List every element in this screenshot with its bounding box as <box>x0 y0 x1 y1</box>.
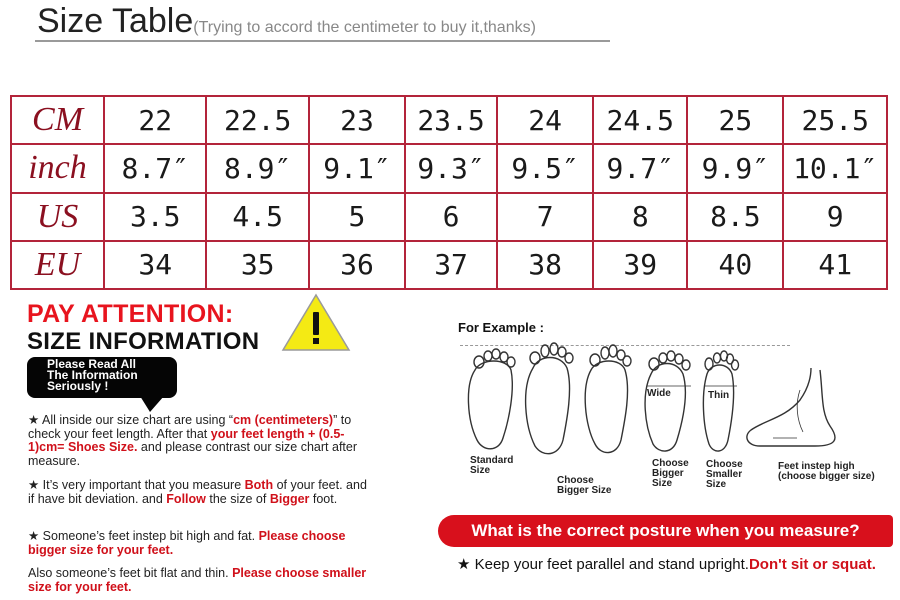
size-cell: 22 <box>104 96 206 144</box>
instep-high-label: Feet instep high (choose bigger size) <box>778 461 875 482</box>
size-row-us <box>11 193 887 241</box>
thin-label: Thin <box>708 390 730 401</box>
instep-side-foot-icon <box>747 368 835 446</box>
highlight-text: Bigger <box>269 491 310 506</box>
choose-smaller-size-label: Choose Smaller Size <box>706 459 743 490</box>
highlight-text: Both <box>244 478 274 492</box>
info-paragraph-both-feet <box>28 479 373 506</box>
choose-bigger-size-label: Choose Bigger Size <box>557 475 612 496</box>
example-title: For Example : <box>458 320 544 335</box>
size-cell: 23 <box>309 96 405 144</box>
size-cell: 9.5″ <box>497 144 593 192</box>
choose-bigger-size-wide-label: Choose Bigger Size <box>652 458 689 489</box>
size-cell: 6 <box>405 193 497 241</box>
highlight-text: Please choose bigger size for your feet. <box>28 529 346 557</box>
warning-triangle-icon <box>280 292 352 354</box>
body-text: the size of <box>205 491 270 506</box>
body-text: ” to check your feet length. After that <box>28 413 352 441</box>
pay-attention-heading: PAY ATTENTION: <box>27 300 234 328</box>
page-subtitle: (Trying to accord the centimeter to buy it,thanks) <box>193 19 536 36</box>
size-cell: 40 <box>687 241 783 289</box>
long-foot-icon <box>526 343 573 454</box>
posture-instruction <box>457 557 897 572</box>
size-cell: 8.9″ <box>206 144 308 192</box>
size-row-eu <box>11 241 887 289</box>
highlight-text: your feet length + (0.5-1)cm= Shoes Size. <box>28 426 345 454</box>
body-text: and please contrast our size chart after measure. <box>28 440 357 468</box>
bubble-line: Seriously ! <box>47 379 109 393</box>
size-cell: 8.7″ <box>104 144 206 192</box>
standard-size-label: Standard Size <box>470 455 514 476</box>
size-row-inch <box>11 144 887 192</box>
read-all-speech-bubble <box>27 357 177 398</box>
highlight-text: Please choose smaller size for your feet. <box>28 566 367 594</box>
size-cell: 9.1″ <box>309 144 405 192</box>
size-cell: 37 <box>405 241 497 289</box>
speech-bubble-tail <box>140 396 164 412</box>
size-cell: 8 <box>593 193 687 241</box>
info-paragraph-flat-thin <box>28 567 373 594</box>
body-text: of your feet. and if have bit deviation. and <box>28 478 367 506</box>
size-cell: 5 <box>309 193 405 241</box>
size-cell: 36 <box>309 241 405 289</box>
size-cell: 24.5 <box>593 96 687 144</box>
posture-dont-text: Don't sit or squat. <box>748 556 876 573</box>
size-cell: 9.9″ <box>687 144 783 192</box>
bubble-line: Please Read All <box>47 357 136 371</box>
size-cell: 22.5 <box>206 96 308 144</box>
size-information-heading: SIZE INFORMATION <box>27 328 260 355</box>
row-header: EU <box>11 241 104 289</box>
size-cell: 9.3″ <box>405 144 497 192</box>
posture-question-banner: What is the correct posture when you measure? <box>438 515 893 547</box>
body-text: ★ Someone’s feet instep bit high and fat. <box>28 529 259 543</box>
row-header: US <box>11 193 104 241</box>
size-cell: 4.5 <box>206 193 308 241</box>
size-cell: 38 <box>497 241 593 289</box>
info-paragraph-cm <box>28 414 373 468</box>
foot-shapes-illustration <box>455 340 895 460</box>
page-title: Size Table <box>37 2 194 40</box>
bubble-line: The Information <box>47 368 138 382</box>
highlight-text: Follow <box>166 491 206 506</box>
standard-foot-icon <box>468 349 515 449</box>
size-cell: 8.5 <box>687 193 783 241</box>
wide-foot-icon <box>645 351 691 451</box>
size-cell: 39 <box>593 241 687 289</box>
foot-icon <box>585 345 631 453</box>
row-header: CM <box>11 96 104 144</box>
size-cell: 34 <box>104 241 206 289</box>
size-cell: 41 <box>783 241 887 289</box>
size-cell: 3.5 <box>104 193 206 241</box>
size-table <box>10 95 888 290</box>
size-row-cm <box>11 96 887 144</box>
row-header: inch <box>11 144 104 192</box>
size-cell: 9 <box>783 193 887 241</box>
body-text: ★ It’s very important that you measure <box>28 478 245 492</box>
size-cell: 9.7″ <box>593 144 687 192</box>
thin-foot-icon <box>703 351 738 451</box>
size-cell: 25 <box>687 96 783 144</box>
wide-label: Wide <box>647 388 671 399</box>
info-paragraph-instep-high <box>28 530 373 557</box>
size-cell: 24 <box>497 96 593 144</box>
size-cell: 7 <box>497 193 593 241</box>
size-cell: 23.5 <box>405 96 497 144</box>
posture-keep-text: ★ Keep your feet parallel and stand upright. <box>457 556 749 573</box>
size-cell: 35 <box>206 241 308 289</box>
page-header <box>37 2 536 41</box>
body-text: ★ All inside our size chart are using “ <box>28 413 234 427</box>
body-text: Also someone’s feet bit flat and thin. <box>28 566 233 580</box>
size-cell: 25.5 <box>783 96 887 144</box>
highlight-text: cm (centimeters) <box>233 413 334 427</box>
header-underline <box>35 40 610 42</box>
size-cell: 10.1″ <box>783 144 887 192</box>
body-text: foot. <box>309 491 338 506</box>
